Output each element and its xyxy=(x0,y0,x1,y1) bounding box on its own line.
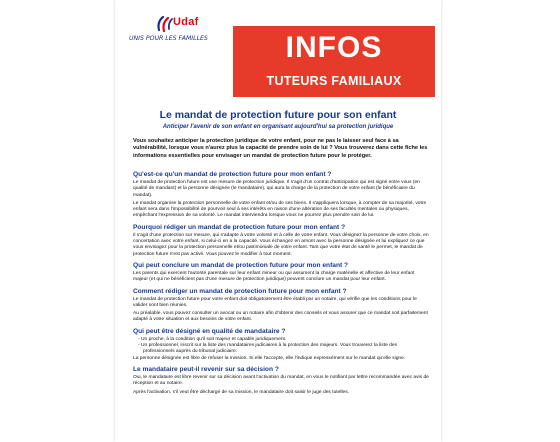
section-paragraph: Il s'agit d'une protection sur mesure, qui s'adapte à votre volonté et à celle de votre enfant. Vous désignez la personne de votre choix, en concertation avec votre enfant, si celui-ci en a la capacité. Vous échangez en amont avec la personne désignée et lui expliquez ce que vous envisagez pour la protection personnelle et/ou patrimoniale de votre enfant. Tant que votre état de santé le permet, le mandat de protection future n'est pas activé. Vous pouvez le modifier à tout moment. xyxy=(133,232,429,257)
logo-tagline: UNIS POUR LES FAMILLES xyxy=(129,35,208,42)
section xyxy=(133,262,429,284)
banner-subtitle: TUTEURS FAMILIAUX xyxy=(266,74,402,88)
section-paragraph: Le mandat organise la protection personnelle de votre enfant et/ou de ses biens. Il s'appliquera lorsque, à compter de sa majorité, votre enfant sera dans l'impossibilité de pourvoir seul à ses intérêts en raison d'une altération de ses facultés mentales ou physiques, empêchant l'expression de sa volonté. Le mandat interviendra lorsque vous ne pourrez plus prendre soin de lui. xyxy=(133,200,427,219)
section-paragraph: La personne désignée est libre de refuser la mission. Si elle l'accepte, elle l'indique expressément sur le mandat qu'elle signe. xyxy=(133,355,406,361)
document-subtitle: Anticiper l'avenir de son enfant en organisant aujourd'hui sa protection juridique xyxy=(162,124,394,130)
section-heading: Qui peut être désigné en qualité de mandataire ? xyxy=(133,327,286,335)
document-page xyxy=(115,0,441,442)
sections-container xyxy=(133,171,429,400)
section xyxy=(133,366,429,396)
section-paragraph: Après l'activation, s'il veut être déchargé de sa mission, le mandataire doit saisir le juge des tutelles. xyxy=(133,389,350,395)
section xyxy=(133,224,429,258)
section-paragraph: Le mandat de protection future est une mesure de protection juridique. Il s'agit d'un contrat d'anticipation qui est signé entre vous (en qualité de mandant) et la personne désignée (le mandataire), qui aura la charge de la protection de votre enfant (le bénéficiaire du mandat). xyxy=(133,180,420,198)
section xyxy=(133,288,429,324)
document-title: Le mandat de protection future pour son enfant xyxy=(159,109,397,121)
section xyxy=(133,171,429,220)
section-paragraph: Les parents qui exercent l'autorité parentale sur leur enfant mineur ou qui assument la charge matérielle et affective de leur enfant majeur (et qui ne bénéficient pas d'une mesure de protection juridique) peuvent conclure un mandat pour leur enfant. xyxy=(133,270,415,283)
logo-name: Udaf xyxy=(173,16,199,28)
section xyxy=(133,328,429,362)
section-heading: Le mandataire peut-il revenir sur sa décision ? xyxy=(133,365,279,373)
infos-banner xyxy=(233,26,435,97)
udaf-logo xyxy=(129,14,219,52)
intro-paragraph: Vous souhaitez anticiper la protection juridique de votre enfant, pour ne pas le laisser seul face à sa vulnérabilité, lorsque vous n'aurez plus la capacité de prendre soin de lui ? Vous trouverez dans cette fiche les informations essentielles pour envisager un mandat de protection future pour le protéger. xyxy=(133,138,428,159)
section-paragraph: Oui, le mandataire est libre revenir sur sa décision avant l'activation du mandat, en vous le notifiant par lettre recommandée avec avis de réception et au notaire. xyxy=(133,374,429,387)
section-bullet: - Un professionnel, inscrit sur la liste des mandataires judiciaires à la protection des majeurs. Vous trouverez la liste des professionnels auprès du tribunal judiciaire. xyxy=(138,343,398,355)
section-bullet: - Un proche, à la condition qu'il soit majeur et capable juridiquement. xyxy=(138,336,287,342)
banner-title: INFOS xyxy=(285,31,383,64)
section-heading: Pourquoi rédiger un mandat de protection future pour mon enfant ? xyxy=(133,223,346,231)
section-heading: Qui peut conclure un mandat de protection future pour mon enfant ? xyxy=(133,261,349,269)
section-heading: Qu'est-ce qu'un mandat de protection future pour mon enfant ? xyxy=(133,171,332,178)
section-heading: Comment rédiger un mandat de protection future pour mon enfant ? xyxy=(133,287,347,295)
section-paragraph: Au préalable, vous pouvez consulter un avocat ou un notaire afin d'obtenir des conseils et vous assurer que ce mandat soit parfaitement adapté à votre situation et aux besoins de votre enfant. xyxy=(133,311,428,323)
section-paragraph: Le mandat de protection future pour votre enfant doit obligatoirement être établi par un notaire, qui vérifie que les conditions pour le valider sont bien réunies. xyxy=(133,296,417,308)
